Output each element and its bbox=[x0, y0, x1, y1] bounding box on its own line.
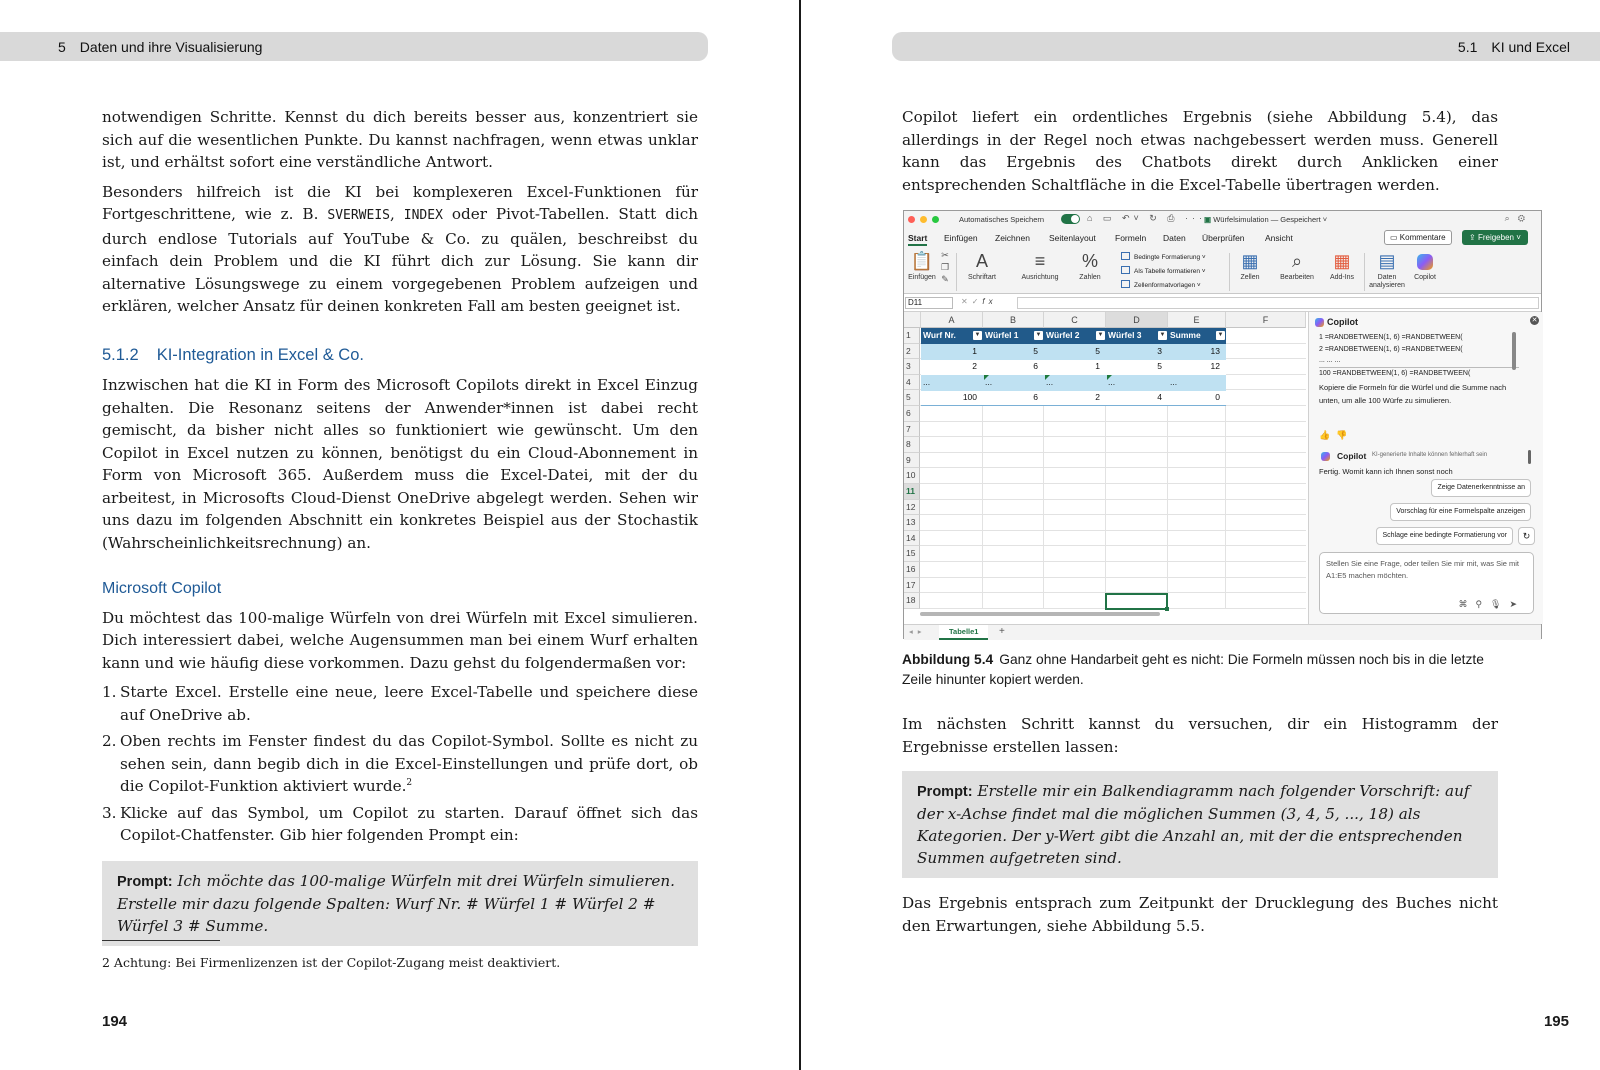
row-header[interactable]: 2 bbox=[904, 344, 920, 360]
clipboard-icon: 📋 bbox=[910, 251, 934, 271]
addins-grid-icon: ▦ bbox=[1333, 251, 1351, 271]
copilot-input-placeholder: Stellen Sie eine Frage, oder teilen Sie mir mit, was Sie mit A1:E5 machen möchten. bbox=[1326, 559, 1519, 580]
formula-bar bbox=[904, 295, 1541, 312]
column-header[interactable]: E bbox=[1168, 312, 1226, 328]
sheet-bar bbox=[904, 624, 1541, 640]
row-header[interactable]: 5 bbox=[904, 390, 920, 406]
tab-zeichnen[interactable]: Zeichnen bbox=[995, 233, 1030, 243]
copilot-table-scrollbar[interactable] bbox=[1512, 332, 1516, 370]
paragraph: Inzwischen hat die KI in Form des Microsoft Copilots direkt in Excel Einzug gehalten. Die Resonanz seitens der Anwender*innen ist dabei recht gemischt, da bisher nicht alles so funktioniert wie gewünscht. Um den Copilot in Excel nutzen zu können, benötigst du ein Cloud-Abonnement in Form von Microsoft 365. Außerdem muss die Excel-Datei, mit der du arbeitest, in Microsofts Cloud-Dienst OneDrive abgelegt werden. Sehen wir uns dazu im folgenden Abschnitt ein konkretes Beispiel aus der Stochastik (Wahrscheinlichkeitsrechnung) an. bbox=[102, 376, 698, 552]
code-sverweis: SVERWEIS bbox=[327, 208, 390, 223]
table-cell[interactable]: 5 bbox=[1095, 345, 1100, 356]
column-header[interactable]: D bbox=[1106, 312, 1168, 328]
row-header[interactable]: 9 bbox=[904, 453, 920, 469]
paragraph: Das Ergebnis entsprach zum Zeitpunkt der Drucklegung des Buches nicht den Erwartungen, siehe Abbildung 5.5. bbox=[902, 894, 1498, 935]
copilot-pane-title: Copilot bbox=[1327, 317, 1358, 327]
gridline-horizontal bbox=[920, 499, 1306, 500]
close-dot-icon[interactable] bbox=[908, 216, 915, 223]
page-number: 195 bbox=[1543, 1013, 1569, 1030]
table-cell[interactable]: 12 bbox=[1210, 361, 1220, 372]
thumbs-feedback-icons[interactable]: 👍👎 bbox=[1319, 430, 1354, 440]
sheet-nav-arrows-icon[interactable]: ◂▸ bbox=[909, 627, 927, 636]
window-titlebar bbox=[904, 211, 1541, 228]
filter-dropdown-icon[interactable]: ▼ bbox=[1159, 332, 1166, 338]
list-item: 3. Klicke auf das Symbol, um Copilot zu starten. Darauf öffnet sich das Copilot-Chatfenster. Gib hier folgenden Prompt ein: bbox=[102, 803, 698, 844]
code-index: INDEX bbox=[403, 208, 443, 223]
footnote: 2 Achtung: Bei Firmenlizenzen ist der Copilot-Zugang meist deaktiviert. bbox=[102, 955, 561, 970]
name-box[interactable]: D11 bbox=[905, 297, 953, 309]
alignment-button[interactable]: ≡ Ausrichtung bbox=[1015, 249, 1065, 281]
table-cell[interactable]: 100 bbox=[962, 392, 977, 403]
font-button[interactable]: A Schriftart bbox=[962, 249, 1002, 281]
section-heading: 5.1.2 KI-Integration in Excel & Co. bbox=[102, 345, 364, 364]
horizontal-scrollbar[interactable] bbox=[920, 612, 1160, 616]
figure-caption: Abbildung 5.4 Ganz ohne Handarbeit geht es nicht: Die Formeln müssen noch bis in die letzte Zeile hinunter kopiert werden. bbox=[902, 652, 1484, 687]
error-indicator-icon[interactable] bbox=[1045, 375, 1050, 380]
filter-dropdown-icon[interactable]: ▼ bbox=[1035, 332, 1042, 338]
right-body-top bbox=[902, 106, 1498, 203]
error-indicator-icon[interactable] bbox=[1107, 375, 1112, 380]
add-sheet-icon[interactable]: + bbox=[999, 626, 1005, 637]
tab-seitenlayout[interactable]: Seitenlayout bbox=[1049, 233, 1096, 243]
active-cell-d11[interactable] bbox=[1105, 593, 1168, 610]
left-body bbox=[102, 106, 698, 946]
copilot-formula-row: ... ... ... bbox=[1319, 357, 1341, 364]
excel-screenshot bbox=[903, 210, 1542, 639]
copilot-formula-row: 2 =RANDBETWEEN(1, 6) =RANDBETWEEN( bbox=[1319, 345, 1463, 353]
copilot-logo-icon bbox=[1321, 452, 1330, 461]
copilot-formula-row: 100 =RANDBETWEEN(1, 6) =RANDBETWEEN( bbox=[1319, 367, 1519, 373]
copilot-disclaimer: KI-generierte Inhalte können fehlerhaft sein bbox=[1372, 452, 1488, 458]
tab-einfuegen[interactable]: Einfügen bbox=[944, 233, 978, 243]
column-header[interactable]: A bbox=[921, 312, 983, 328]
minimize-dot-icon[interactable] bbox=[920, 216, 927, 223]
row-header[interactable]: 11 bbox=[904, 484, 920, 500]
quick-access-icons[interactable]: ⌂ ▭ ↶˅ ↻ ⎙ ··· bbox=[1087, 213, 1206, 223]
row-header[interactable]: 18 bbox=[904, 593, 920, 609]
right-page bbox=[802, 0, 1600, 1070]
ribbon bbox=[904, 247, 1541, 294]
number-button[interactable]: % Zahlen bbox=[1071, 249, 1109, 281]
column-header[interactable]: C bbox=[1044, 312, 1106, 328]
gridline-horizontal bbox=[920, 421, 1306, 422]
table-cell[interactable]: 5 bbox=[1033, 345, 1038, 356]
subheading: Microsoft Copilot bbox=[102, 580, 222, 597]
row-header[interactable]: 17 bbox=[904, 578, 920, 594]
table-cell[interactable]: ... bbox=[1108, 376, 1116, 387]
table-cell[interactable]: ... bbox=[1170, 376, 1178, 387]
cells-grid-icon: ▦ bbox=[1241, 251, 1259, 271]
table-cell[interactable]: 5 bbox=[1157, 361, 1162, 372]
table-header-cell[interactable]: Würfel 2 ▼ bbox=[1044, 328, 1106, 344]
table-header-cell[interactable]: Summe ▼ bbox=[1168, 328, 1226, 344]
spreadsheet-grid[interactable] bbox=[904, 312, 1306, 624]
copilot-message: Kopiere die Formeln für die Würfel und die Summe nach unten, um alle 100 Würfe zu simulieren. bbox=[1319, 383, 1507, 405]
paste-button[interactable]: 📋 Einfügen bbox=[906, 249, 938, 281]
row-header[interactable]: 13 bbox=[904, 515, 920, 531]
error-indicator-icon[interactable] bbox=[984, 375, 989, 380]
column-header[interactable]: F bbox=[1226, 312, 1306, 328]
magnifier-icon: ⌕ bbox=[1291, 251, 1303, 271]
comments-button[interactable]: ▭ Kommentare bbox=[1384, 230, 1452, 245]
zoom-dot-icon[interactable] bbox=[932, 216, 939, 223]
copilot-chat-scrollbar[interactable] bbox=[1528, 450, 1531, 464]
copilot-input[interactable] bbox=[1319, 552, 1534, 614]
filter-dropdown-icon[interactable]: ▼ bbox=[1097, 332, 1104, 338]
list-item: 2. Oben rechts im Fenster findest du das Copilot-Symbol. Sollte es nicht zu sehen sein, dann begib dich in die Excel-Einstellungen und prüfe dort, ob die Copilot-Funktion aktiviert wurde.$^2$ bbox=[102, 732, 698, 795]
input-action-icons[interactable]: ⌘⚲🎙➤ bbox=[1458, 599, 1525, 609]
select-all-corner[interactable] bbox=[904, 312, 921, 328]
formula-controls[interactable]: ✕✓fx bbox=[961, 297, 997, 306]
addins-button[interactable]: ▦ Add-Ins bbox=[1325, 249, 1359, 281]
steps-list bbox=[102, 681, 698, 847]
percent-icon: % bbox=[1081, 251, 1098, 271]
copilot-icon bbox=[1409, 249, 1441, 274]
table-cell[interactable]: ... bbox=[1046, 376, 1054, 387]
row-header[interactable]: 7 bbox=[904, 422, 920, 438]
tab-formeln[interactable]: Formeln bbox=[1115, 233, 1147, 243]
ribbon-tabs bbox=[904, 228, 1541, 247]
chapter-number: 5 bbox=[58, 38, 66, 55]
edit-button[interactable]: ⌕ Bearbeiten bbox=[1274, 249, 1320, 281]
table-cell[interactable]: 1 bbox=[972, 345, 977, 356]
list-item: 1. Starte Excel. Erstelle eine neue, leere Excel-Tabelle und speichere diese auf OneDrive ab. bbox=[102, 683, 698, 724]
analyze-data-icon: ▤ bbox=[1378, 251, 1396, 271]
prompt-box: Prompt: Ich möchte das 100-malige Würfeln mit drei Würfeln simulieren. Erstelle mir dazu folgende Spalten: Wurf Nr. # Würfel 1 # Würfel 2 # Würfel 3 # Summe. bbox=[102, 861, 698, 946]
copilot-formula-row: 1 =RANDBETWEEN(1, 6) =RANDBETWEEN( bbox=[1319, 334, 1463, 341]
running-head-right bbox=[892, 32, 1600, 61]
suggestion-conditional-format[interactable]: Schlage eine bedingte Formatierung vor bbox=[1376, 527, 1513, 545]
gridline-horizontal bbox=[920, 577, 1306, 578]
row-header[interactable]: 6 bbox=[904, 406, 920, 422]
table-header-cell[interactable]: Würfel 1 ▼ bbox=[983, 328, 1044, 344]
running-head-left bbox=[0, 32, 708, 61]
table-cell[interactable]: ... bbox=[985, 376, 993, 387]
row-header[interactable]: 12 bbox=[904, 500, 920, 516]
row-header[interactable]: 8 bbox=[904, 437, 920, 453]
footnote-ref: 2 bbox=[406, 777, 413, 788]
right-body-bottom bbox=[902, 713, 1498, 944]
gridline-horizontal bbox=[920, 530, 1306, 531]
gridline-horizontal bbox=[920, 561, 1306, 562]
gridline-horizontal bbox=[920, 467, 1306, 468]
clipboard-tools-icon[interactable]: ✂ ❐ ✎ bbox=[940, 250, 950, 284]
table-cell[interactable]: 4 bbox=[1157, 392, 1162, 403]
row-header[interactable]: 4 bbox=[904, 375, 920, 391]
row-header[interactable]: 10 bbox=[904, 468, 920, 484]
tab-ueberpruefen[interactable]: Überprüfen bbox=[1202, 233, 1245, 243]
paragraph: Copilot liefert ein ordentliches Ergebnis (siehe Abbildung 5.4), das allerdings in der Regel noch etwas nachgebessert werden muss. Generell kann das Ergebnis des Chatbots direkt durch Anklicken einer entsprechenden Schaltfläche in die Excel-Tabelle übertragen werden. bbox=[902, 108, 1498, 194]
paragraph: Im nächsten Schritt kannst du versuchen, dir ein Histogramm der Ergebnisse erstellen lassen: bbox=[902, 715, 1498, 756]
paragraph: notwendigen Schritte. Kennst du dich bereits besser aus, konzentriert sie sich auf die wesentlichen Punkte. Du kannst nachfragen, wenn etwas unklar ist, und erhältst sofort eine verständliche Antwort. bbox=[102, 108, 698, 171]
table-cell[interactable]: 0 bbox=[1215, 392, 1220, 403]
table-cell[interactable]: ... bbox=[923, 376, 931, 387]
refresh-icon[interactable]: ↻ bbox=[1518, 527, 1535, 545]
table-cell[interactable]: 2 bbox=[972, 361, 977, 372]
sheet-tab[interactable]: Tabelle1 bbox=[939, 625, 988, 640]
tab-ansicht[interactable]: Ansicht bbox=[1265, 233, 1293, 243]
copilot-button[interactable]: Copilot bbox=[1409, 249, 1441, 281]
styles-group bbox=[1121, 251, 1206, 293]
copilot-formula-table bbox=[1319, 332, 1519, 377]
tab-daten[interactable]: Daten bbox=[1163, 233, 1186, 243]
search-icon[interactable]: ⌕⚙ bbox=[1504, 213, 1533, 223]
gridline-horizontal bbox=[920, 545, 1306, 546]
table-cell[interactable]: 6 bbox=[1033, 392, 1038, 403]
prompt-box: Prompt: Erstelle mir ein Balkendiagramm nach folgender Vorschrift: auf der x-Achse findet mal die möglichen Summen (3, 4, 5, ..., 18) als Kategorien. Der y-Wert gibt die Anzahl an, mit der die entsprechenden Summen aufgetreten sind. bbox=[902, 771, 1498, 878]
font-a-icon: A bbox=[975, 251, 988, 271]
row-header[interactable]: 14 bbox=[904, 531, 920, 547]
suggestion-data-insights[interactable]: Zeige Datenerkenntnisse an bbox=[1431, 479, 1531, 497]
footnote-rule bbox=[102, 940, 220, 941]
table-cell[interactable]: 13 bbox=[1210, 345, 1220, 356]
paragraph: Du möchtest das 100-malige Würfeln von drei Würfeln mit Excel simulieren. Dich interessiert dabei, welche Augensummen man bei einem Wurf erhalten kann und wie häufig diese vorkommen. Dazu gehst du folgendermaßen vor: bbox=[102, 608, 698, 672]
tab-start[interactable]: Start bbox=[908, 233, 927, 246]
table-cell[interactable]: 6 bbox=[1033, 361, 1038, 372]
suggestion-formula-column[interactable]: Vorschlag für eine Formelspalte anzeigen bbox=[1390, 503, 1531, 521]
copilot-name: Copilot bbox=[1337, 451, 1367, 461]
gridline-horizontal bbox=[920, 452, 1306, 453]
table-cell[interactable]: 1 bbox=[1095, 361, 1100, 372]
page-number: 194 bbox=[102, 1013, 128, 1030]
table-cell[interactable]: 2 bbox=[1095, 392, 1100, 403]
document-title: ▣ Würfelsimulation — Gespeichert ˅ bbox=[1204, 215, 1328, 224]
table-header-cell[interactable]: Würfel 3 ▼ bbox=[1106, 328, 1168, 344]
copilot-followup-text: Fertig. Womit kann ich Ihnen sonst noch bbox=[1319, 467, 1453, 476]
copilot-pane bbox=[1308, 312, 1543, 624]
cells-button[interactable]: ▦ Zellen bbox=[1232, 249, 1268, 281]
filter-dropdown-icon[interactable]: ▼ bbox=[974, 332, 981, 338]
row-header[interactable]: 16 bbox=[904, 562, 920, 578]
align-lines-icon: ≡ bbox=[1034, 251, 1046, 271]
row-header[interactable]: 15 bbox=[904, 546, 920, 562]
table-header-cell[interactable]: Wurf Nr. ▼ bbox=[921, 328, 983, 344]
copilot-logo-icon bbox=[1315, 318, 1324, 327]
filter-dropdown-icon[interactable]: ▼ bbox=[1217, 332, 1224, 338]
autosave-toggle[interactable] bbox=[1061, 214, 1080, 224]
cell-styles-button[interactable]: Zellenformatvorlagen ˅ bbox=[1121, 279, 1206, 293]
table-cell[interactable]: 3 bbox=[1157, 345, 1162, 356]
formula-input[interactable] bbox=[1017, 297, 1539, 309]
share-button[interactable]: ⇪ Freigeben ˅ bbox=[1462, 230, 1528, 245]
gridline-horizontal bbox=[920, 436, 1306, 437]
row-header[interactable]: 3 bbox=[904, 359, 920, 375]
autosave-label: Automatisches Speichern bbox=[959, 215, 1045, 224]
gridline-horizontal bbox=[920, 483, 1306, 484]
chapter-title: Daten und ihre Visualisierung bbox=[79, 38, 263, 55]
analyze-data-button[interactable]: ▤ Daten analysieren bbox=[1367, 249, 1407, 290]
row-header[interactable]: 1 bbox=[904, 328, 920, 344]
section-title: KI und Excel bbox=[1491, 38, 1570, 55]
column-header[interactable]: B bbox=[983, 312, 1044, 328]
conditional-format-button[interactable]: Bedingte Formatierung ˅ bbox=[1121, 251, 1206, 265]
section-number: 5.1 bbox=[1457, 38, 1478, 55]
gridline-horizontal bbox=[920, 514, 1306, 515]
paragraph: Besonders hilfreich ist die KI bei komplexeren Excel-Funktionen für Fortgeschrittene, wie z. B. SVERWEIS, INDEX oder Pivot-Tabellen. Statt dich durch endlose Tutorials auf YouTube & Co. zu quälen, beschreibst du einfach dein Problem und die KI führt dich zur Lösung. Sie kann dir alternative Lösungswege zu einem vorgegebenen Problem aufzeigen und erklären, welcher Ansatz für deinen konkreten Fall am besten geeignet ist. bbox=[102, 182, 698, 315]
format-as-table-button[interactable]: Als Tabelle formatieren ˅ bbox=[1121, 265, 1206, 279]
close-icon[interactable]: ✕ bbox=[1531, 317, 1538, 324]
